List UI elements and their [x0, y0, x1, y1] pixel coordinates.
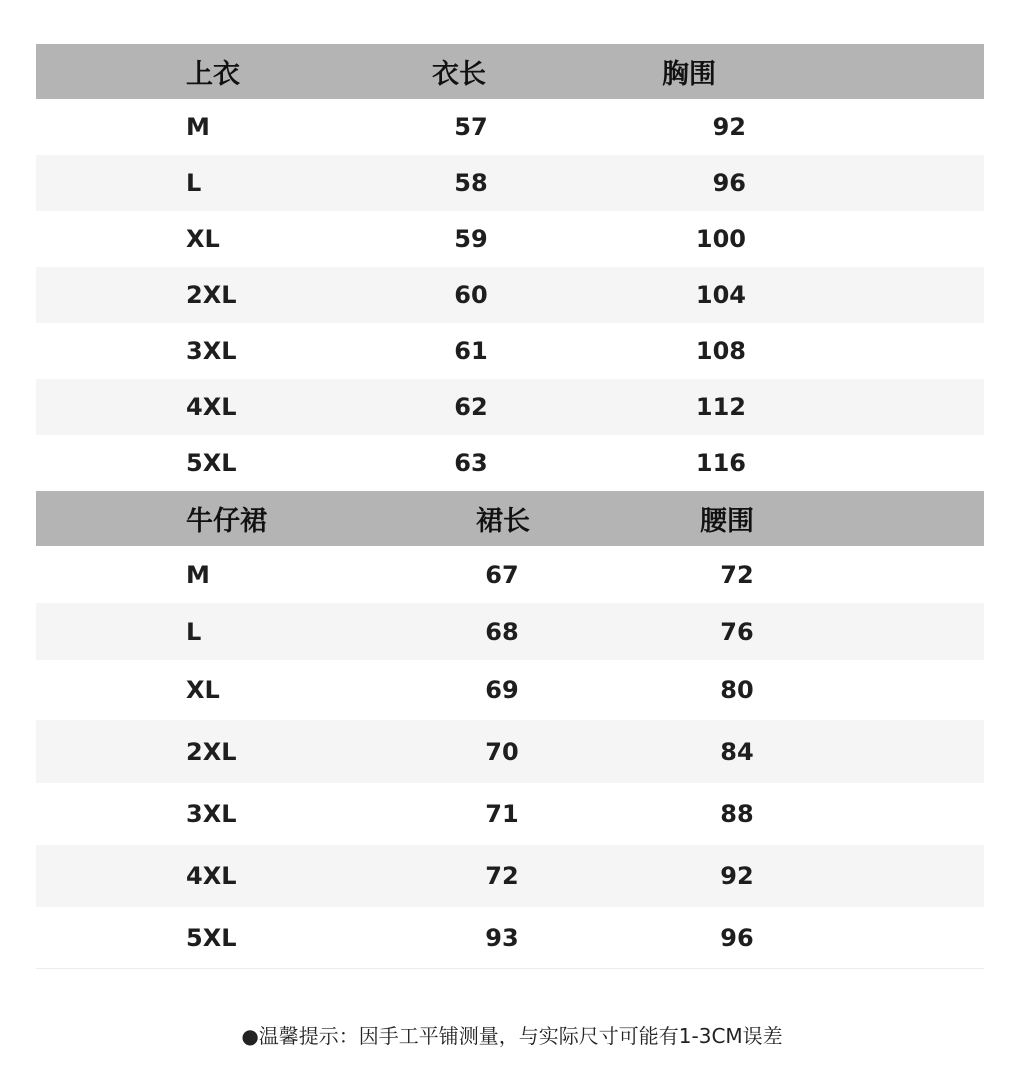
table-row	[36, 99, 984, 155]
table-row	[36, 546, 984, 603]
measurement-value: 93	[485, 924, 519, 952]
measurement-value: 72	[485, 862, 519, 890]
table-row	[36, 603, 984, 660]
column-header: 胸围	[662, 59, 716, 90]
measurement-value: 88	[720, 800, 754, 828]
measurement-value: 59	[454, 225, 488, 253]
table-row	[36, 783, 984, 845]
measurement-value: 58	[454, 169, 488, 197]
table-row	[36, 845, 984, 907]
size-label: M	[186, 560, 210, 589]
measurement-value: 72	[720, 560, 754, 589]
table-row	[36, 379, 984, 435]
size-label: 5XL	[186, 449, 237, 477]
measurement-value: 112	[695, 393, 746, 421]
table-row	[36, 660, 984, 720]
table-bottom-divider	[36, 968, 984, 969]
column-header: 衣长	[432, 59, 486, 90]
measurement-value: 96	[720, 924, 754, 952]
measurement-value: 104	[695, 281, 746, 309]
table-header-row	[36, 44, 984, 99]
column-header: 牛仔裙	[186, 506, 267, 537]
measurement-value: 100	[695, 225, 746, 253]
size-label: 5XL	[186, 924, 237, 952]
size-label: 4XL	[186, 862, 237, 890]
measurement-value: 80	[720, 676, 754, 704]
table-row	[36, 323, 984, 379]
measurement-value: 108	[695, 337, 746, 365]
measurement-value: 67	[485, 560, 519, 589]
size-label: 2XL	[186, 737, 237, 766]
measurement-value: 84	[720, 737, 754, 766]
size-label: L	[186, 617, 202, 646]
size-label: L	[186, 169, 202, 197]
table-row	[36, 155, 984, 211]
measurement-value: 61	[454, 337, 488, 365]
measurement-value: 60	[454, 281, 488, 309]
column-header: 上衣	[186, 59, 240, 90]
size-label: 3XL	[186, 337, 237, 365]
measurement-value: 92	[712, 113, 746, 141]
table-row	[36, 267, 984, 323]
measurement-value: 76	[720, 617, 754, 646]
size-label: M	[186, 113, 210, 141]
column-header: 腰围	[700, 506, 754, 537]
measurement-value: 92	[720, 862, 754, 890]
table-row	[36, 211, 984, 267]
table-header-row	[36, 491, 984, 546]
measurement-value: 69	[485, 676, 519, 704]
measurement-value: 71	[485, 800, 519, 828]
measurement-value: 68	[485, 617, 519, 646]
measurement-value: 70	[485, 737, 519, 766]
measurement-value: 116	[695, 449, 746, 477]
measurement-value: 63	[454, 449, 488, 477]
measurement-note: ●温馨提示：因手工平铺测量，与实际尺寸可能有1-3CM误差	[241, 1024, 783, 1048]
size-label: 4XL	[186, 393, 237, 421]
table-row	[36, 907, 984, 969]
size-label: 3XL	[186, 800, 237, 828]
size-label: 2XL	[186, 281, 237, 309]
size-label: XL	[186, 676, 220, 704]
table-row	[36, 435, 984, 491]
measurement-value: 62	[454, 393, 488, 421]
size-label: XL	[186, 225, 220, 253]
column-header: 裙长	[476, 506, 530, 537]
measurement-value: 96	[712, 169, 746, 197]
measurement-value: 57	[454, 113, 488, 141]
table-row	[36, 720, 984, 783]
